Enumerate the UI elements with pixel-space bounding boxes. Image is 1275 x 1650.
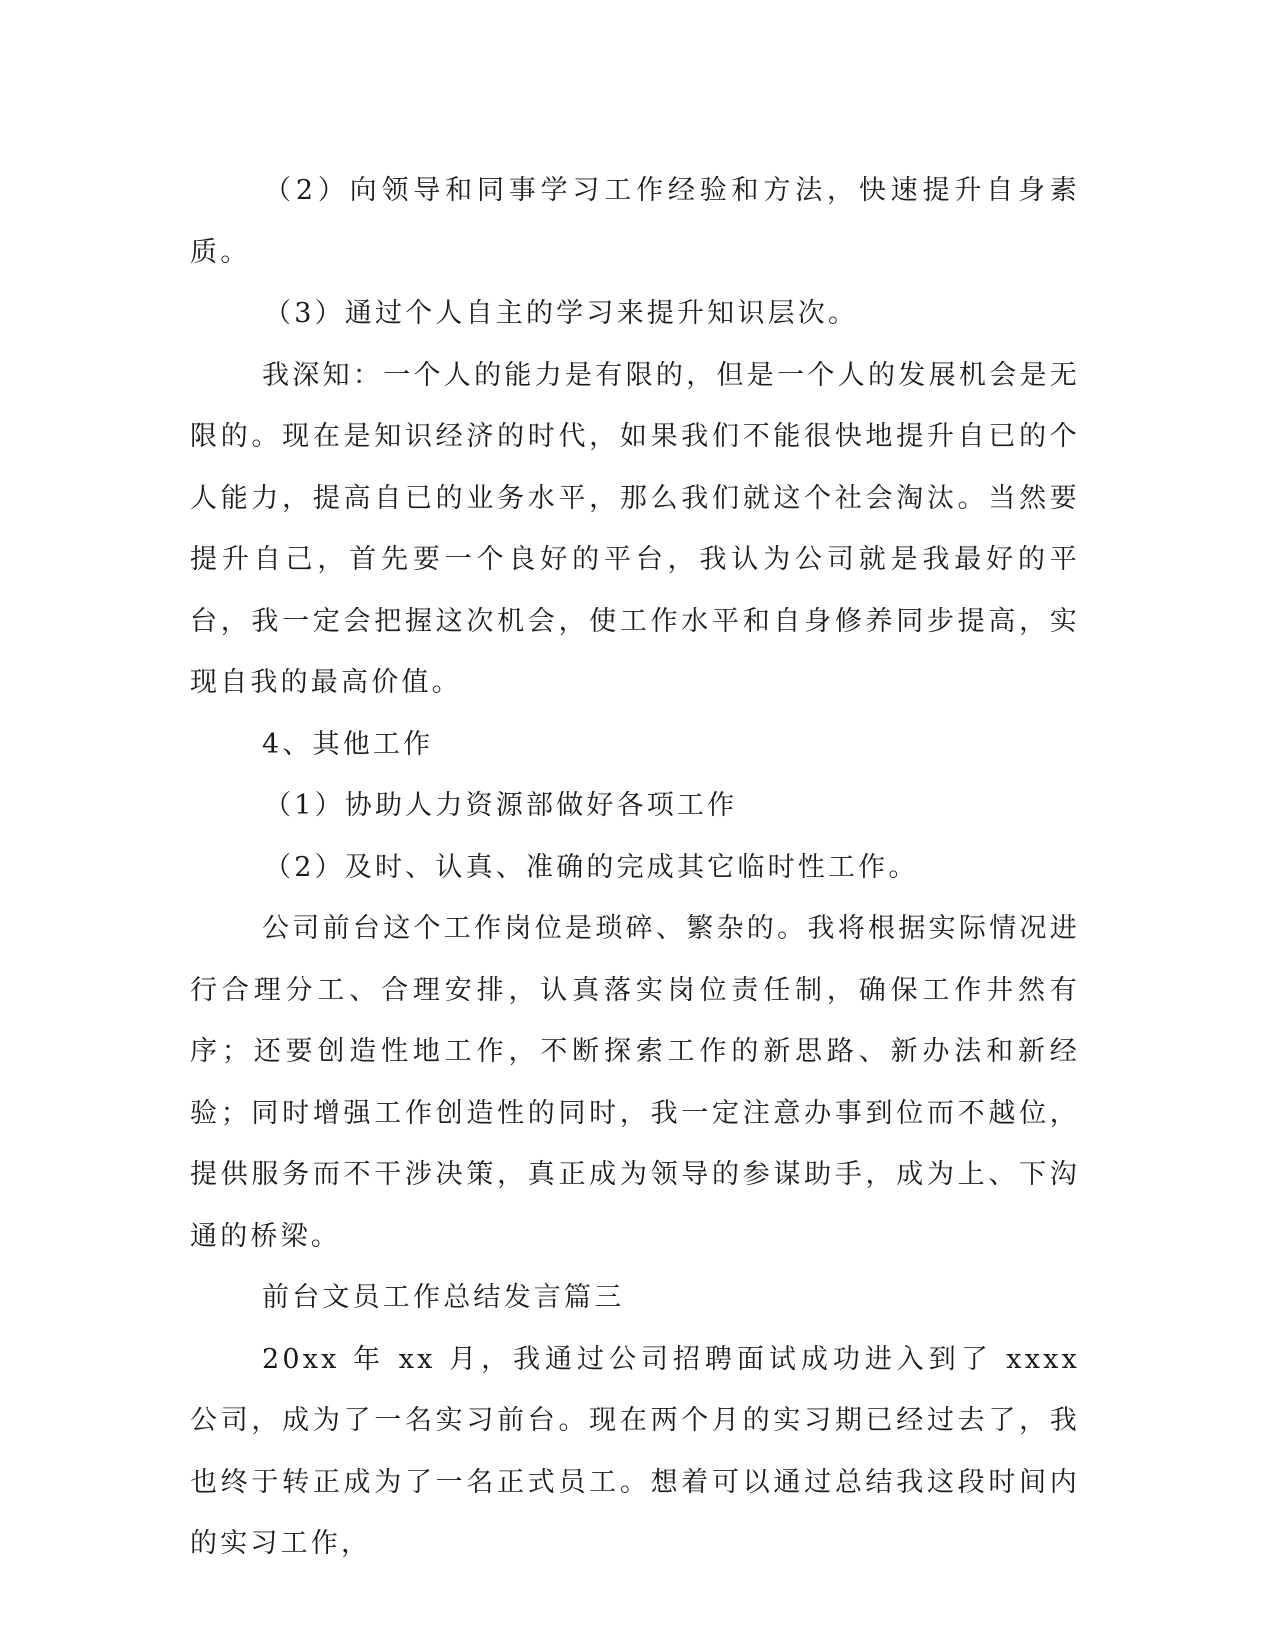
document-body: [190, 160, 1080, 1575]
list-item-learn-from-colleagues: （2）向领导和同事学习工作经验和方法，快速提升自身素质。: [190, 175, 1080, 268]
section-heading-other-work: 4、其他工作: [262, 728, 434, 760]
section-heading-part-three: 前台文员工作总结发言篇三: [262, 1282, 625, 1313]
list-item-self-study: （3）通过个人自主的学习来提升知识层次。: [264, 298, 859, 329]
list-item-temporary-tasks: （2）及时、认真、准确的完成其它临时性工作。: [264, 851, 919, 883]
paragraph-internship-summary: 20xx 年 xx 月，我通过公司招聘面试成功进入到了 xxxx 公司，成为了一名实习前台。现在两个月的实习期已经过去了，我也终于转正成为了一名正式员工。想着可以通过总结我这段时间内的实习工作，: [190, 1343, 1080, 1559]
paragraph-personal-development: 我深知：一个人的能力是有限的，但是一个人的发展机会是无限的。现在是知识经济的时代，如果我们不能很快地提升自已的个人能力，提高自已的业务水平，那么我们就这个社会淘汰。当然要提升自己，首先要一个良好的平台，我认为公司就是我最好的平台，我一定会把握这次机会，使工作水平和自身修养同步提高，实现自我的最高价值。: [190, 359, 1080, 698]
paragraph-front-desk-duties: 公司前台这个工作岗位是琐碎、繁杂的。我将根据实际情况进行合理分工、合理安排，认真落实岗位责任制，确保工作井然有序；还要创造性地工作，不断探索工作的新思路、新办法和新经验；同时增强工作创造性的同时，我一定注意办事到位而不越位，提供服务而不干涉决策，真正成为领导的参谋助手，成为上、下沟通的桥梁。: [190, 913, 1080, 1252]
list-item-assist-hr: （1）协助人力资源部做好各项工作: [264, 790, 738, 821]
